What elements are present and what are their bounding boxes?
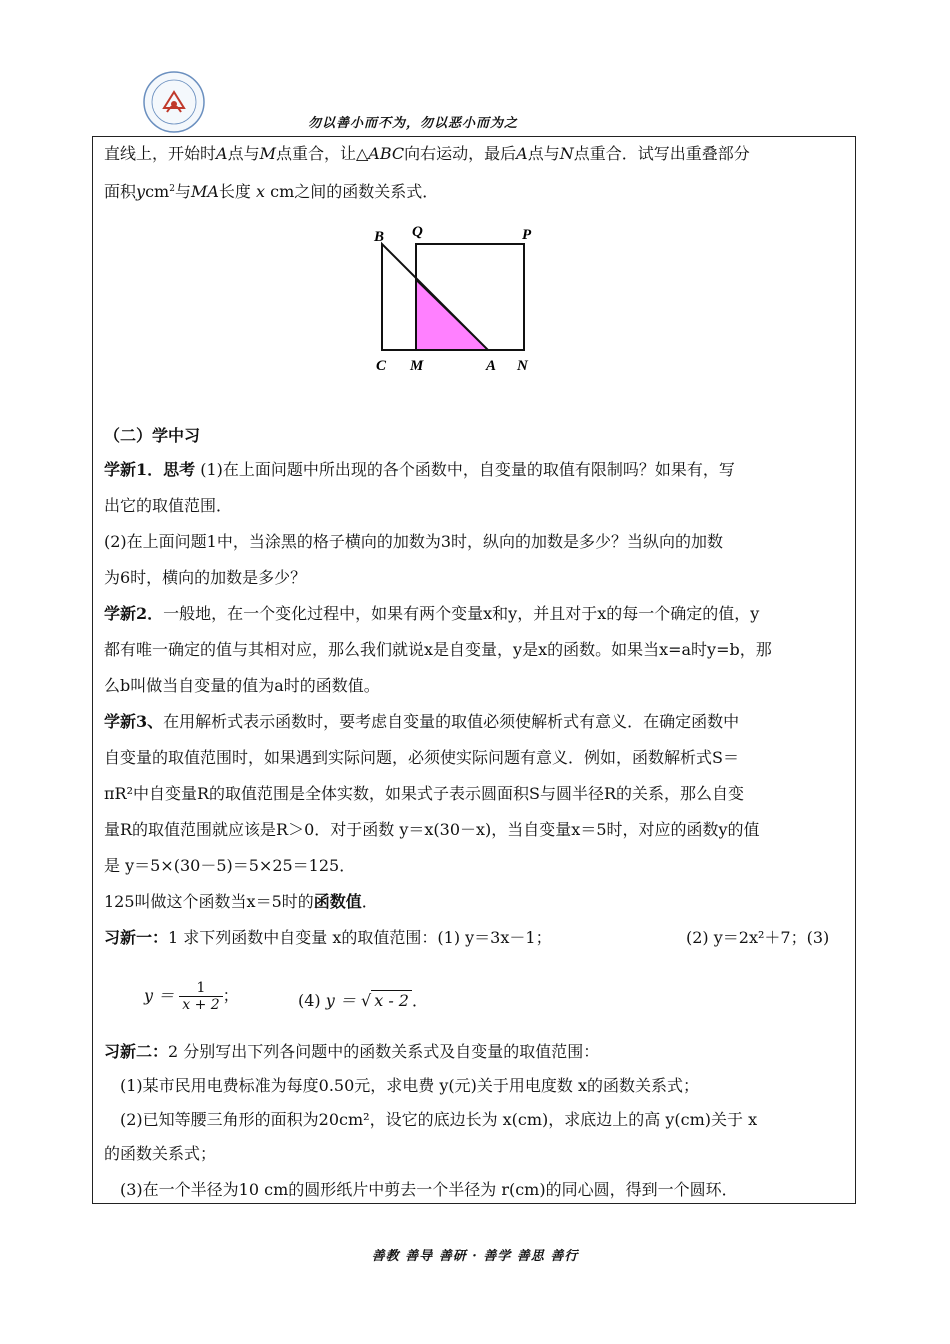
xx1-line-2: 出它的取值范围． — [104, 496, 233, 515]
ex2-line-2: (1)某市民用电费标准为每度0.50元，求电费 y(元)关于用电度数 x的函数关系式； — [120, 1076, 700, 1095]
intro-line-1: 直线上，开始时A点与M点重合，让△ABC向右运动，最后A点与N点重合．试写出重叠部分 — [104, 144, 750, 163]
xx1-line-1: 学新1．思考 (1)在上面问题中所出现的各个函数中，自变量的取值有限制吗？如果有，写 — [104, 460, 735, 479]
label-N: N — [517, 358, 528, 374]
xx3-line-6: 125叫做这个函数当x＝5时的函数值． — [104, 892, 378, 911]
footer-slogan: 善教 善导 善研 · 善学 善思 善行 — [371, 1249, 579, 1264]
label-P: P — [522, 227, 532, 243]
label-B: B — [374, 229, 385, 245]
ex1-formula-3: y ＝ $\frac{1}{x + 2}$ ； — [144, 980, 239, 1013]
xx1-line-3: (2)在上面问题1中，当涂黑的格子横向的加数为3时，纵向的加数是多少？当纵向的加数 — [104, 532, 724, 551]
geometry-figure — [364, 224, 544, 374]
xx2-line-1: 学新2．一般地，在一个变化过程中，如果有两个变量x和y，并且对于x的每一个确定的值，y — [104, 604, 760, 623]
xx2-line-3: 么b叫做当自变量的值为a时的函数值。 — [104, 676, 380, 695]
xx3-line-5: 是 y＝5×(30－5)＝5×25＝125． — [104, 856, 356, 875]
radical: x - 2 — [371, 990, 412, 1011]
section-title: （二）学中习 — [104, 426, 201, 445]
xx3-line-3: πR²中自变量R的取值范围是全体实数，如果式子表示圆面积S与圆半径R的关系，那么自变 — [104, 784, 745, 803]
ex1-line-1: 习新一：1 求下列函数中自变量 x的取值范围：(1) y＝3x－1； — [104, 928, 552, 947]
label-Q: Q — [412, 224, 423, 240]
ex2-line-4: 的函数关系式； — [104, 1144, 217, 1163]
fraction: $\frac{1}{x + 2}$ — [179, 980, 222, 1013]
intro-line-2: 面积ycm$^2$与MA长度 x cm之间的函数关系式． — [104, 182, 439, 201]
ex2-line-1: 习新二：2 分别写出下列各问题中的函数关系式及自变量的取值范围： — [104, 1042, 600, 1061]
label-C: C — [376, 358, 387, 374]
xx2-line-2: 都有唯一确定的值与其相对应，那么我们就说x是自变量，y是x的函数。如果当x=a时y=b，那 — [104, 640, 772, 659]
ex2-line-5: (3)在一个半径为10 cm的圆形纸片中剪去一个半径为 r(cm)的同心圆，得到一个圆环． — [120, 1180, 738, 1199]
xx1-line-4: 为6时，横向的加数是多少？ — [104, 568, 307, 587]
xx3-line-4: 量R的取值范围就应该是R＞0．对于函数 y＝x(30－x)，当自变量x＝5时，对应的函数y的值 — [104, 820, 760, 839]
ex2-line-3: (2)已知等腰三角形的面积为20cm²，设它的底边长为 x(cm)，求底边上的高 y(cm)关于 x — [120, 1110, 758, 1129]
xx3-line-1: 学新3、在用解析式表示函数时，要考虑自变量的取值必须使解析式有意义．在确定函数中 — [104, 712, 740, 731]
label-M: M — [410, 358, 424, 374]
header-motto: 勿以善小而不为，勿以恶小而为之 — [307, 116, 518, 131]
ex1-line-1-right: (2) y＝2x²＋7；(3) — [686, 928, 830, 947]
ex1-formula-4: (4) y ＝ √ x - 2 ． — [298, 991, 428, 1010]
label-A: A — [486, 358, 497, 374]
xx3-line-2: 自变量的取值范围时，如果遇到实际问题，必须使实际问题有意义．例如，函数解析式S＝ — [104, 748, 739, 767]
